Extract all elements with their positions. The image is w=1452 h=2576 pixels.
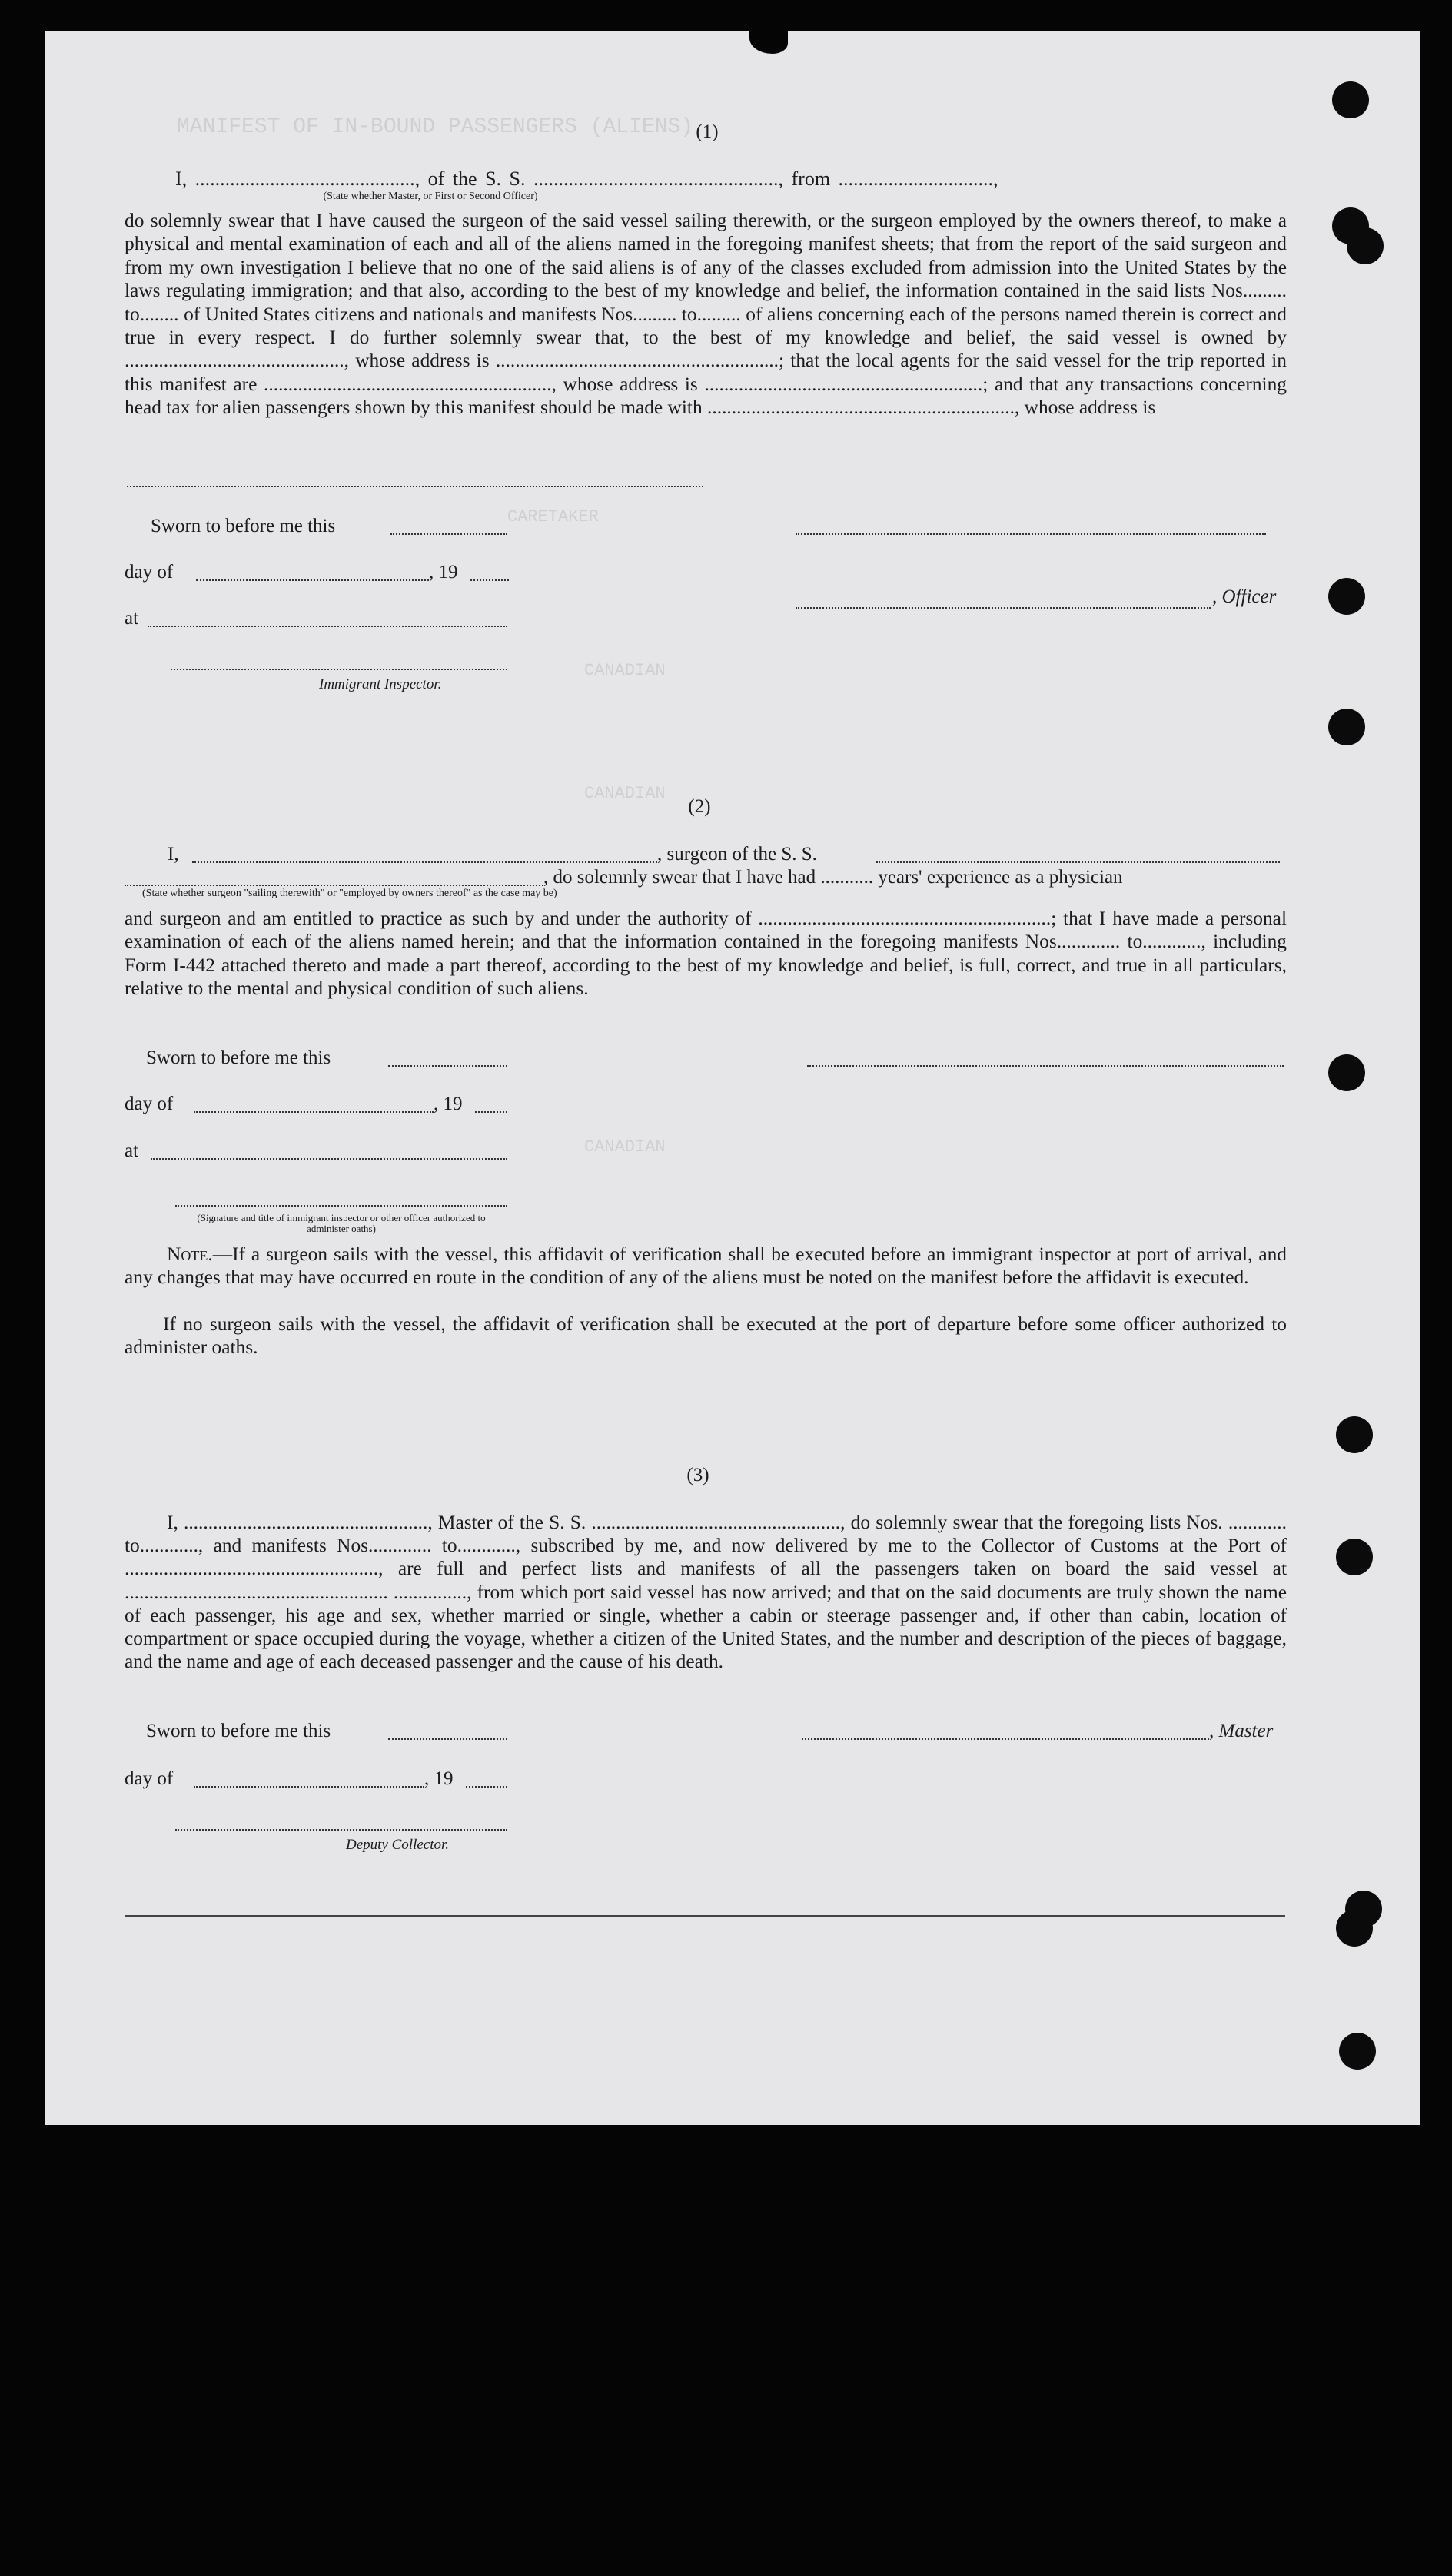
section2-day-line: [194, 1111, 434, 1113]
section3-day-line: [194, 1786, 424, 1788]
section1-year-label: , 19: [429, 562, 458, 583]
bleed-through-text: CANADIAN: [584, 661, 666, 680]
section2-signature-caption: (Signature and title of immigrant inspector or other officer authorized to administer oaths): [197, 1212, 486, 1234]
section3-collector-line: [175, 1829, 507, 1831]
section2-vessel-line: [876, 861, 1280, 863]
section3-sworn-line: [388, 1738, 507, 1740]
section1-signature-line: [796, 533, 1266, 535]
section2-at-label: at: [125, 1140, 139, 1161]
section3-year-line: [466, 1786, 507, 1788]
section1-paragraph: do solemnly swear that I have caused the surgeon of the said vessel sailing therewith, or the surgeon employed by the owners thereof, to make a physical and mental examination of each and all of the aliens named in the foregoing manifest sheets; that from the report of the said surgeon and from my own investigation I believe that no one of the said aliens is of any of the classes excluded from admission into the United States by the laws regulating immigration; and that also, according to the best of my knowledge and belief, the information contained in the said lists Nos......... to........ of United States citizens and nationals and manifests Nos......... to......... of aliens concerning each of the persons named therein is correct and true in every respect. I do further solemnly swear that, to the best of my knowledge and belief, the said vessel is owned by ............................................., whose address is ..........................................................; that the local agents for the said vessel for the trip reported in this manifest are ..........................................................., whose address is .........................................................; and that any transactions concerning head tax for alien passengers shown by this manifest should be made with ..............................................................., whose address is: [125, 210, 1287, 419]
section1-officer-label: , Officer: [1212, 586, 1277, 607]
section2-inspector-line: [175, 1205, 507, 1207]
section3-master-line: [802, 1738, 1209, 1740]
section1-oath-caption: (State whether Master, or First or Second Officer): [323, 191, 538, 202]
section2-signature-line: [807, 1065, 1284, 1067]
section1-day-label: day of: [125, 562, 174, 583]
section1-address-line: [127, 486, 703, 487]
section1-officer-line: [796, 607, 1211, 609]
section2-capacity-line: [125, 885, 543, 886]
bleed-through-text: CANADIAN: [584, 1137, 666, 1157]
section2-paragraph: and surgeon and am entitled to practice as such by and under the authority of ............................................................; that I have made a personal examination of each of the aliens named herein; and that the information contained in the foregoing manifests Nos............. to............, including Form I-442 attached thereto and made a part thereof, according to the best of my knowledge and belief, is full, correct, and true in all particulars, relative to the mental and physical condition of such aliens.: [125, 908, 1287, 1000]
section2-caption: (State whether surgeon "sailing therewith" or "employed by owners thereof" as the case may be): [142, 888, 557, 899]
section2-sworn-label: Sworn to before me this: [146, 1047, 331, 1068]
section3-day-label: day of: [125, 1768, 174, 1789]
section2-i-label: I,: [168, 844, 179, 865]
bottom-rule: [125, 1915, 1285, 1917]
section3-collector-label: Deputy Collector.: [346, 1837, 450, 1853]
section2-day-label: day of: [125, 1094, 174, 1114]
binder-hole: [1336, 1539, 1373, 1575]
section2-swear-line: , do solemnly swear that I have had ........... years' experience as a physician: [543, 867, 1123, 888]
bleed-through-text: CANADIAN: [584, 784, 666, 803]
binder-hole: [1328, 709, 1365, 745]
section1-number: (1): [696, 121, 719, 142]
binder-hole: [1336, 1910, 1373, 1947]
section3-year-label: , 19: [424, 1768, 454, 1789]
section3-sworn-label: Sworn to before me this: [146, 1721, 331, 1741]
section2-sworn-line: [388, 1065, 507, 1067]
section2-name-line: [192, 861, 657, 863]
section2-number: (2): [688, 796, 711, 817]
section1-inspector-line: [171, 669, 507, 670]
section1-day-line: [196, 579, 429, 581]
binder-hole: [1328, 1054, 1365, 1091]
binder-hole: [1339, 2033, 1376, 2070]
binder-hole: [1336, 1416, 1373, 1453]
section3-number: (3): [686, 1465, 709, 1486]
section1-at-label: at: [125, 608, 139, 629]
section1-sworn-label: Sworn to before me this: [151, 516, 336, 536]
bleed-through-text: CARETAKER: [507, 507, 599, 526]
section2-at-line: [151, 1158, 507, 1160]
section1-inspector-label: Immigrant Inspector.: [319, 676, 442, 692]
section1-oath-line: I, ............................................, of the S. S. ................................................., from ...............................,: [175, 168, 998, 190]
note-label: Note.: [167, 1243, 213, 1265]
section3-paragraph: I, .................................................., Master of the S. S. ..................................................., do solemnly swear that the foregoing lists Nos. ............ to............, and manifests Nos............. to............, subscribed by me, and now delivered by me to the Collector of Customs at the Port of ...................................................., are full and perfect lists and manifests of all the passengers taken on board the said vessel at ...................................................... ..............., from which port said vessel has now arrived; and that on the said documents are truly shown the name of each passenger, his age and sex, whether married or single, whether a cabin or steerage passenger and, if other than cabin, location of compartment or space occupied during the voyage, whether a citizen of the United States, and the number and description of the pieces of baggage, and the name and age of each deceased passenger and the cause of his death.: [125, 1512, 1287, 1673]
section2-year-line: [475, 1111, 507, 1113]
note-text: —If a surgeon sails with the vessel, this affidavit of verification shall be executed before an immigrant inspector at port of arrival, and any changes that may have occurred en route in the condition of any of the aliens must be noted on the manifest before the affidavit is executed.: [125, 1243, 1287, 1289]
section1-at-line: [148, 626, 507, 627]
section2-note: [125, 1243, 1287, 1290]
binder-hole: [1332, 81, 1369, 118]
section1-year-line: [470, 579, 509, 581]
bleed-through-text: MANIFEST OF IN-BOUND PASSENGERS (ALIENS): [177, 115, 694, 139]
binder-hole: [1347, 227, 1384, 264]
section2-year-label: , 19: [434, 1094, 463, 1114]
section2-note2: If no surgeon sails with the vessel, the affidavit of verification shall be executed at the port of departure before some officer authorized to administer oaths.: [125, 1313, 1287, 1359]
section1-sworn-line: [390, 533, 507, 535]
section2-surgeon-label: , surgeon of the S. S.: [657, 844, 817, 865]
section3-master-label: , Master: [1209, 1721, 1274, 1741]
binder-hole: [1328, 578, 1365, 615]
